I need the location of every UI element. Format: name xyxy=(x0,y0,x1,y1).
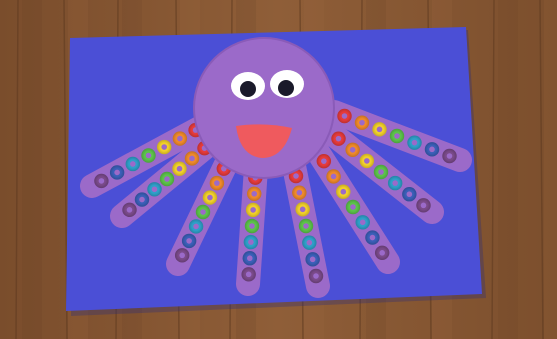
cereal-ring-hole xyxy=(350,204,356,210)
cereal-ring-hole xyxy=(310,257,316,263)
cereal-ring-hole xyxy=(99,178,105,184)
cereal-ring-hole xyxy=(300,207,306,213)
floor-grain xyxy=(544,0,557,339)
floor-grain xyxy=(22,0,42,339)
cereal-ring-hole xyxy=(186,238,192,244)
cereal-ring-hole xyxy=(114,170,120,176)
left-pupil xyxy=(240,81,256,97)
cereal-ring-hole xyxy=(152,186,158,192)
cereal-ring-hole xyxy=(359,120,365,126)
tentacle xyxy=(241,168,262,284)
cereal-ring-hole xyxy=(193,224,199,230)
cereal-ring-hole xyxy=(177,136,183,142)
cereal-ring-hole xyxy=(307,240,313,246)
cereal-ring-hole xyxy=(394,133,400,139)
cereal-ring-hole xyxy=(164,176,170,182)
cereal-ring-hole xyxy=(297,190,303,196)
cereal-ring-hole xyxy=(303,223,309,229)
cereal-ring-hole xyxy=(331,174,337,180)
cereal-ring-hole xyxy=(321,158,327,164)
cereal-ring-hole xyxy=(177,166,183,172)
cereal-ring-hole xyxy=(421,203,427,209)
cereal-ring-hole xyxy=(340,189,346,195)
cereal-ring-hole xyxy=(246,272,252,278)
cereal-ring-hole xyxy=(360,219,366,225)
cereal-ring-hole xyxy=(336,136,342,142)
cereal-ring-hole xyxy=(161,144,167,150)
floor-grain xyxy=(498,0,518,339)
cereal-ring-hole xyxy=(250,207,256,213)
cereal-ring-hole xyxy=(130,161,136,167)
cereal-ring-hole xyxy=(247,255,253,261)
cereal-ring-hole xyxy=(251,191,257,197)
cereal-ring-hole xyxy=(189,156,195,162)
cereal-ring-hole xyxy=(293,173,299,179)
cereal-ring-hole xyxy=(392,180,398,186)
cereal-ring-hole xyxy=(207,195,213,201)
cereal-ring-hole xyxy=(249,223,255,229)
cereal-ring-hole xyxy=(214,180,220,186)
cereal-ring-hole xyxy=(313,273,319,279)
cereal-ring-hole xyxy=(127,207,133,213)
cereal-ring-hole xyxy=(370,235,376,241)
cereal-ring-hole xyxy=(429,147,435,153)
cereal-ring-hole xyxy=(146,153,152,159)
cereal-ring-hole xyxy=(379,250,385,256)
cereal-ring-hole xyxy=(447,153,453,159)
cereal-ring-hole xyxy=(378,169,384,175)
cereal-ring-hole xyxy=(248,239,254,245)
cereal-ring-hole xyxy=(412,140,418,146)
cereal-ring-hole xyxy=(342,113,348,119)
cereal-ring-hole xyxy=(377,127,383,133)
cereal-ring-hole xyxy=(407,191,413,197)
cereal-ring-hole xyxy=(139,197,145,203)
cereal-ring-hole xyxy=(200,209,206,215)
cereal-ring-hole xyxy=(364,158,370,164)
right-pupil xyxy=(278,80,294,96)
cereal-ring-hole xyxy=(350,147,356,153)
cereal-ring-hole xyxy=(179,253,185,259)
